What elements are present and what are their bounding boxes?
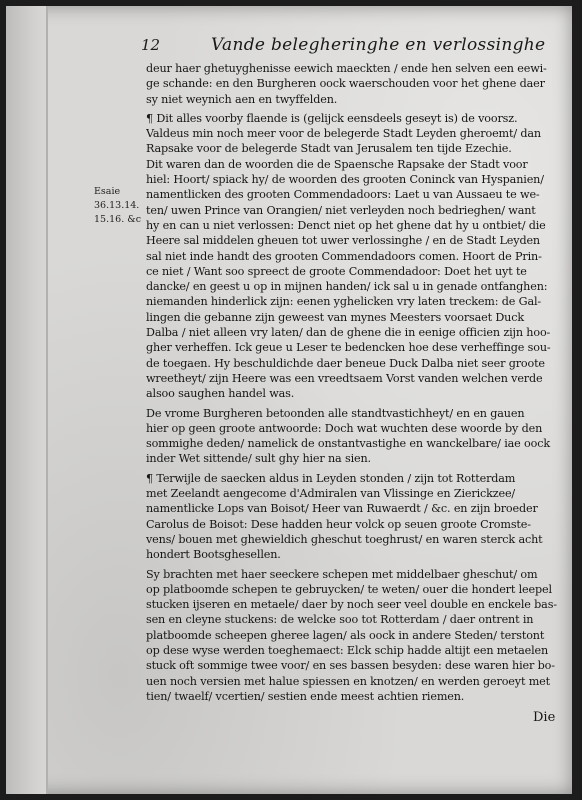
text-line: platboomde scheepen gheree lagen/ als oock in andere Steden/ terstont	[146, 628, 545, 642]
text-line: hy en can u niet verlossen: Denct niet op het ghene dat hy u ontbiet/ die	[146, 218, 546, 232]
catchword: Die	[533, 710, 556, 725]
margin-line: 15.16. &c	[94, 214, 142, 225]
text-line: dancke/ en geest u op in mijnen handen/ ick sal u in genade ontfanghen:	[146, 280, 548, 294]
text-line: op dese wyse werden toeghemaect: Elck schip hadde altijt een metaelen	[146, 643, 549, 657]
text-line: ¶ Dit alles voorby flaende is (gelijck eensdeels geseyt is) de voorsz.	[146, 111, 518, 125]
text-line: inder Wet sittende/ sult ghy hier na sien.	[146, 452, 371, 466]
text-line: ¶ Terwijle de saecken aldus in Leyden stonden / zijn tot Rotterdam	[146, 471, 516, 485]
text-line: Carolus de Boisot: Dese hadden heur volck op seuen groote Cromste-	[146, 517, 531, 531]
text-line: namentlicke Lops van Boisot/ Heer van Ruwaerdt / &c. en zijn broeder	[146, 502, 538, 516]
text-line: Dalba / niet alleen vry laten/ dan de ghene die in eenige officien zijn hoo-	[146, 326, 551, 340]
text-line: met Zeelandt aengecome d'Admiralen van Vlissinge en Zierickzee/	[146, 487, 516, 501]
text-line: op platboomde schepen te gebruycken/ te weten/ ouer die hondert leepel	[146, 582, 552, 596]
text-line: hondert Bootsghesellen.	[146, 548, 281, 562]
binding-gutter	[6, 6, 48, 794]
text-line: deur haer ghetuyghenisse eewich maeckten / ende hen selven een eewi-	[146, 62, 547, 75]
page-number: 12	[141, 36, 161, 54]
text-line: sommighe deden/ namelick de onstantvastighe en wanckelbare/ iae oock	[146, 437, 550, 451]
text-line: Valdeus min noch meer voor de belegerde Stadt Leyden gheroemt/ dan	[146, 127, 541, 141]
document-page	[6, 6, 572, 794]
margin-reference	[94, 185, 150, 227]
text-line: Rapsake voor de belegerde Stadt van Jerusalem ten tijde Ezechie.	[146, 142, 512, 156]
margin-line: 36.13.14.	[94, 200, 140, 211]
text-line: ten/ uwen Prince van Orangien/ niet verleyden noch bedrieghen/ want	[146, 203, 536, 217]
text-line: ce niet / Want soo spreect de groote Commendadoor: Doet het uyt te	[146, 264, 527, 278]
text-line: tien/ twaelf/ vcertien/ sestien ende meest achtien riemen.	[146, 689, 465, 703]
running-title: Vande belegheringhe en verlossinghe	[211, 35, 546, 55]
text-line: gher verheffen. Ick geue u Leser te bedencken hoe dese verheffinge sou-	[146, 341, 551, 355]
margin-line: Esaie	[94, 186, 121, 197]
page-header	[141, 36, 561, 58]
text-line: stucken ijseren en metaele/ daer by noch seer veel double en enckele bas-	[146, 598, 557, 612]
text-line: Sy brachten met haer seeckere schepen met middelbaer gheschut/ om	[146, 567, 538, 581]
text-line: hiel: Hoort/ spiack hy/ de woorden des grooten Coninck van Hyspanien/	[146, 173, 544, 187]
text-line: vens/ bouen met ghewieldich gheschut toeghrust/ en waren sterck acht	[146, 532, 543, 546]
text-line: de toegaen. Hy beschuldichde daer beneue Duck Dalba niet seer groote	[146, 356, 545, 370]
text-line: De vrome Burgheren betoonden alle standtvastichheyt/ en en gauen	[146, 406, 525, 420]
text-line: wreetheyt/ zijn Heere was een vreedtsaem Vorst vanden welchen verde	[146, 371, 543, 385]
text-line: namentlicken des grooten Commendadoors: Laet u van Aussaeu te we-	[146, 188, 540, 202]
text-line: ge schande: en den Burgheren oock waerschouden voor het ghene daer	[146, 77, 545, 91]
text-line: sy niet weynich aen en twyffelden.	[146, 92, 338, 106]
body-text	[146, 61, 566, 704]
text-line: lingen die gebanne zijn geweest van mynes Meesters voorsaet Duck	[146, 310, 524, 324]
text-line: hier op geen groote antwoorde: Doch wat wuchten dese woorde by den	[146, 421, 543, 435]
text-line: alsoo saughen handel was.	[146, 387, 295, 401]
text-line: uen noch versien met halue spiessen en knotzen/ en werden geroeyt met	[146, 674, 550, 688]
text-line: stuck oft sommige twee voor/ en ses bassen besyden: dese waren hier bo-	[146, 659, 555, 673]
page-fold-line	[46, 6, 48, 794]
text-line: sal niet inde handt des grooten Commendadoors comen. Hoort de Prin-	[146, 249, 542, 263]
text-line: Heere sal middelen gheuen tot uwer verlossinghe / en de Stadt Leyden	[146, 234, 540, 248]
text-line: sen en cleyne stuckens: de welcke soo tot Rotterdam / daer ontrent in	[146, 613, 534, 627]
text-line: Dit waren dan de woorden die de Spaensche Rapsake der Stadt voor	[146, 157, 528, 171]
text-line: niemanden hinderlick zijn: eenen yghelicken vry laten treckem: de Gal-	[146, 295, 542, 309]
